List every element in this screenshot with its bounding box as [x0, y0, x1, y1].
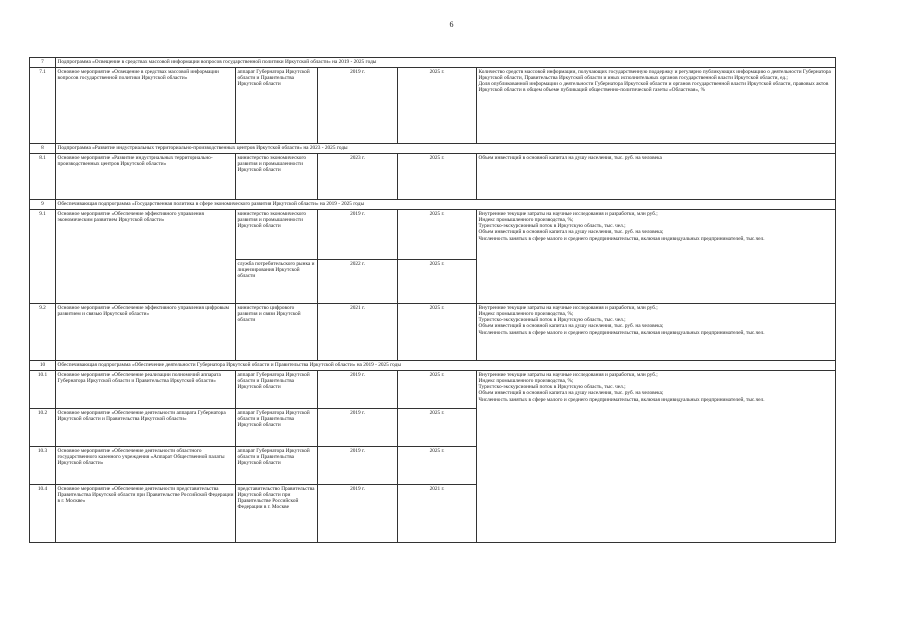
start-year: 2021 г.	[318, 304, 398, 361]
indicators: Внутренние текущие затраты на научные исследования и разработки, млн руб.; Индекс промышленного производства, %; Туристско-экскурсионный поток в Иркутскую область, тыс. чел.; Объем инвестиций в основной капитал на душу населения, тыс. руб. на человека; Численность занятых в сфере малого и среднего предпринимательства, включая индивидуальных предпринимателей, тыс.чел.	[477, 304, 836, 361]
start-year: 2019 г.	[318, 68, 398, 144]
row-number: 10.1	[30, 371, 56, 409]
executor: аппарат Губернатора Иркутской области и Правительства Иркутской области	[236, 409, 318, 447]
executor: представительство Правительства Иркутской области при Правительстве Российской Федерации в г. Москве	[236, 485, 318, 543]
end-year: 2025 г.	[398, 371, 477, 409]
end-year: 2025 г.	[398, 447, 477, 485]
table-row	[30, 371, 836, 409]
indicators: Внутренние текущие затраты на научные исследования и разработки, млн руб.; Индекс промышленного производства, %; Туристско-экскурсионный поток в Иркутскую область, тыс. чел.; Объем инвестиций в основной капитал на душу населения, тыс. руб. на человека; Численность занятых в сфере малого и среднего предпринимательства, включая индивидуальных предпринимателей, тыс.чел.	[477, 371, 836, 543]
end-year: 2025 г.	[398, 260, 477, 304]
section-title: Подпрограмма «Развитие индустриальных территориально-производственных центров Иркутской области» на 2023 - 2025 годы	[56, 144, 836, 154]
activity-name: Основное мероприятие «Обеспечение деятельности областного государственного казенного учреждения «Аппарат Общественной палаты Иркутской области»	[56, 447, 236, 485]
executor: министерство экономического развития и промышленности Иркутской области	[236, 154, 318, 200]
activity-name: Основное мероприятие «Обеспечение деятельности представительства Правительства Иркутской области при Правительстве Российской Федерации в г. Москве»	[56, 485, 236, 543]
end-year: 2021 г.	[398, 485, 477, 543]
start-year: 2019 г.	[318, 447, 398, 485]
start-year: 2019 г.	[318, 210, 398, 260]
start-year: 2022 г.	[318, 260, 398, 304]
section-header-row	[30, 361, 836, 371]
section-number: 7	[30, 58, 56, 68]
table-row	[30, 154, 836, 200]
row-number: 10.2	[30, 409, 56, 447]
indicators: Объем инвестиций в основной капитал на душу населения, тыс. руб. на человека	[477, 154, 836, 200]
row-number: 10.4	[30, 485, 56, 543]
executor: аппарат Губернатора Иркутской области и Правительства Иркутской области	[236, 447, 318, 485]
row-number: 8.1	[30, 154, 56, 200]
end-year: 2025 г.	[398, 409, 477, 447]
row-number: 7.1	[30, 68, 56, 144]
section-number: 9	[30, 200, 56, 210]
section-number: 8	[30, 144, 56, 154]
table-row	[30, 304, 836, 361]
start-year: 2023 г.	[318, 154, 398, 200]
activity-name: Основное мероприятие «Развитие индустриальных территориально-производственных центров Иркутской области»	[56, 154, 236, 200]
section-title: Обеспечивающая подпрограмма «Обеспечение деятельности Губернатора Иркутской области и Правительства Иркутской области» на 2019 - 2025 годы	[56, 361, 836, 371]
section-title: Подпрограмма «Освещение в средствах массовой информации вопросов государственной политики Иркутской области» на 2019 - 2025 годы	[56, 58, 836, 68]
section-title: Обеспечивающая подпрограмма «Государственная политика в сфере экономического развития Иркутской области» на 2019 - 2025 годы	[56, 200, 836, 210]
activity-name: Основное мероприятие «Обеспечение эффективного управления цифровым развитием и связью Иркутской области»	[56, 304, 236, 361]
activity-name: Основное мероприятие «Обеспечение деятельности аппарата Губернатора Иркутской области и Правительства Иркутской области»	[56, 409, 236, 447]
section-header-row	[30, 58, 836, 68]
executor: министерство цифрового развития и связи Иркутской области	[236, 304, 318, 361]
end-year: 2025 г.	[398, 304, 477, 361]
indicators: Внутренние текущие затраты на научные исследования и разработки, млн руб.; Индекс промышленного производства, %; Туристско-экскурсионный поток в Иркутскую область, тыс. чел.; Объем инвестиций в основной капитал на душу населения, тыс. руб. на человека; Численность занятых в сфере малого и среднего предпринимательства, включая индивидуальных предпринимателей, тыс.чел.	[477, 210, 836, 304]
table-row	[30, 210, 836, 260]
executor: министерство экономического развития и промышленности Иркутской области	[236, 210, 318, 260]
section-header-row	[30, 200, 836, 210]
table-row	[30, 68, 836, 144]
row-number: 10.3	[30, 447, 56, 485]
row-number: 9.1	[30, 210, 56, 304]
activity-name: Основное мероприятие «Обеспечение реализации полномочий аппарата Губернатора Иркутской области и Правительства Иркутской области»	[56, 371, 236, 409]
executor: аппарат Губернатора Иркутской области и Правительства Иркутской области	[236, 68, 318, 144]
section-number: 10	[30, 361, 56, 371]
row-number: 9.2	[30, 304, 56, 361]
start-year: 2019 г.	[318, 485, 398, 543]
start-year: 2019 г.	[318, 409, 398, 447]
page-number: 6	[449, 20, 454, 29]
indicators: Количество средств массовой информации, получающих государственную поддержку и регулярно публикующих информацию о деятельности Губернатора Иркутской области, Правительства Иркутской области и иных исполнительных органов государственной власти Иркутской области, ед.; Доля опубликованной информации о деятельности Губернатора Иркутской области и органов государственной власти Иркутской области, правовых актов Иркутской области в общем объеме публикаций общественно-политической газеты «Областная», %	[477, 68, 836, 144]
start-year: 2019 г.	[318, 371, 398, 409]
activity-name: Основное мероприятие «Обеспечение эффективного управления экономическим развитием Иркутской области»	[56, 210, 236, 304]
section-header-row	[30, 144, 836, 154]
executor: аппарат Губернатора Иркутской области и Правительства Иркутской области	[236, 371, 318, 409]
executor: служба потребительского рынка и лицензирования Иркутской области	[236, 260, 318, 304]
program-table	[29, 57, 836, 543]
end-year: 2025 г.	[398, 210, 477, 260]
activity-name: Основное мероприятие «Освещение в средствах массовой информации вопросов государственной политики Иркутской области»	[56, 68, 236, 144]
end-year: 2025 г.	[398, 154, 477, 200]
end-year: 2025 г.	[398, 68, 477, 144]
